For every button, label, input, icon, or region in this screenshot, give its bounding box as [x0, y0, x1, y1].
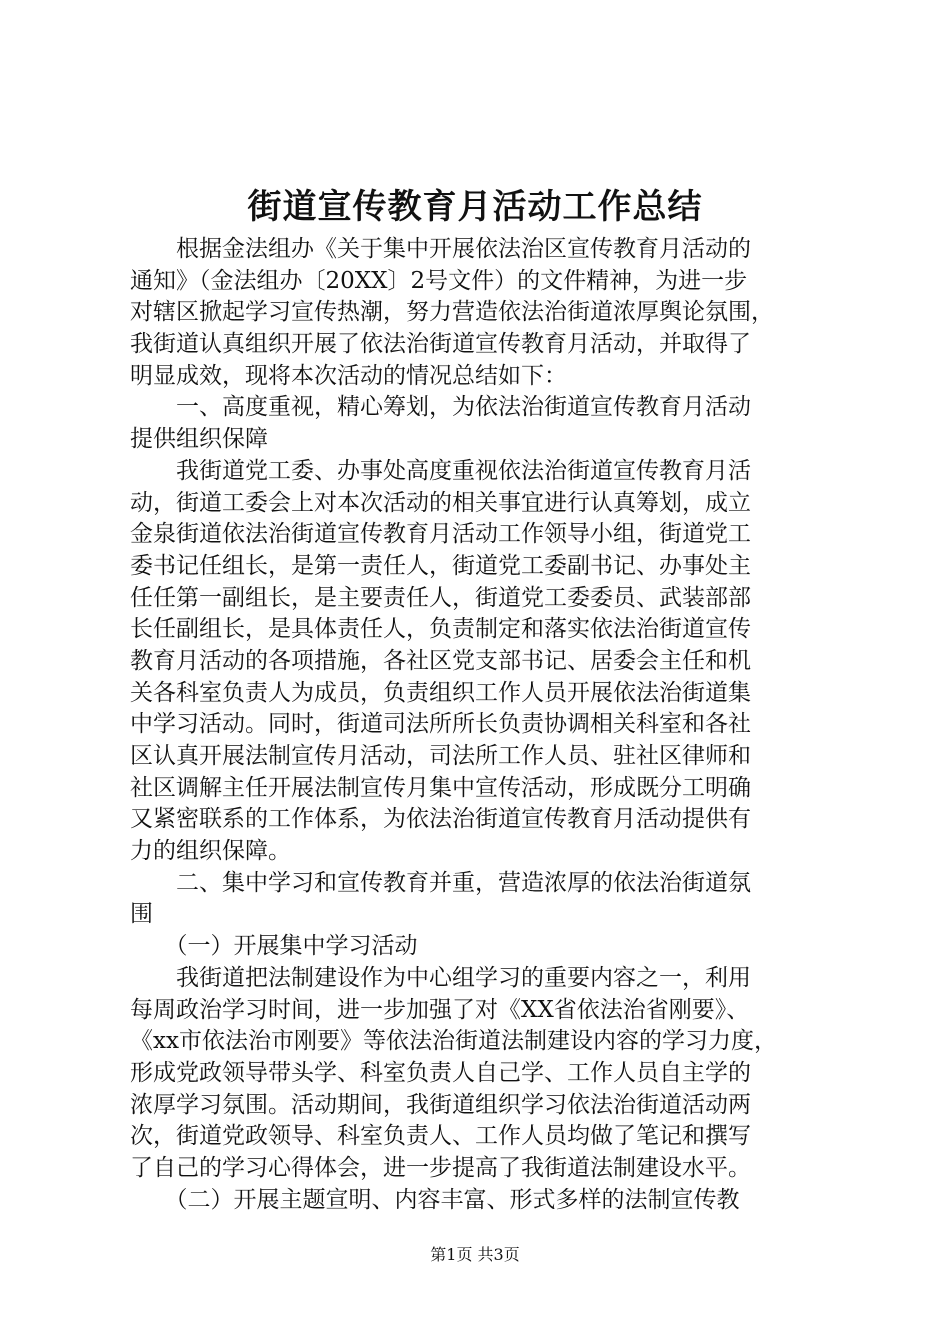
- body-line: 教育月活动的各项措施，各社区党支部书记、居委会主任和机: [130, 647, 751, 674]
- body-line: 我街道党工委、办事处高度重视依法治街道宣传教育月活: [130, 457, 751, 484]
- section-heading-2-cont: 围: [130, 901, 153, 928]
- body-line: 关各科室负责人为成员，负责组织工作人员开展依法治街道集: [130, 679, 751, 706]
- body-line: 通知》（金法组办〔20XX〕2号文件）的文件精神，为进一步: [130, 267, 748, 294]
- body-line: 中学习活动。同时，街道司法所所长负责协调相关科室和各社: [130, 711, 751, 738]
- subsection-heading-1: （一）开展集中学习活动: [130, 933, 418, 960]
- section-heading-2: 二、集中学习和宣传教育并重，营造浓厚的依法治街道氛: [130, 869, 751, 896]
- body-line: 了自己的学习心得体会，进一步提高了我街道法制建设水平。: [130, 1154, 751, 1181]
- body-line: 我街道认真组织开展了依法治街道宣传教育月活动，并取得了: [130, 331, 751, 358]
- body-line: 次，街道党政领导、科室负责人、工作人员均做了笔记和撰写: [130, 1123, 751, 1150]
- section-heading-1: 一、高度重视，精心筹划，为依法治街道宣传教育月活动: [130, 394, 751, 421]
- body-line: 每周政治学习时间，进一步加强了对《XX省依法治省刚要》、: [130, 996, 750, 1023]
- body-line: 金泉街道依法治街道宣传教育月活动工作领导小组，街道党工: [130, 521, 751, 548]
- subsection-heading-2: （二）开展主题宣明、内容丰富、形式多样的法制宣传教: [130, 1186, 740, 1213]
- body-line: 我街道把法制建设作为中心组学习的重要内容之一，利用: [130, 964, 751, 991]
- body-line: 动，街道工委会上对本次活动的相关事宜进行认真筹划，成立: [130, 489, 751, 516]
- body-line: 又紧密联系的工作体系，为依法治街道宣传教育月活动提供有: [130, 806, 751, 833]
- body-line: 社区调解主任开展法制宣传月集中宣传活动，形成既分工明确: [130, 774, 751, 801]
- body-line: 力的组织保障。: [130, 838, 291, 865]
- body-line: 形成党政领导带头学、科室负责人自己学、工作人员自主学的: [130, 1059, 751, 1086]
- body-line: 对辖区掀起学习宣传热潮，努力营造依法治街道浓厚舆论氛围，: [130, 299, 774, 326]
- document-body: [130, 234, 835, 1216]
- body-line: 任任第一副组长，是主要责任人，街道党工委委员、武装部部: [130, 584, 751, 611]
- body-line: 委书记任组长，是第一责任人，街道党工委副书记、办事处主: [130, 552, 751, 579]
- document-title: 街道宣传教育月活动工作总结: [247, 187, 703, 227]
- section-heading-1-cont: 提供组织保障: [130, 426, 268, 453]
- body-line: 区认真开展法制宣传月活动，司法所工作人员、驻社区律师和: [130, 743, 751, 769]
- body-line: 长任副组长，是具体责任人，负责制定和落实依法治街道宣传: [130, 616, 751, 643]
- page-number-footer: 第1页 共3页: [430, 1245, 520, 1264]
- body-line: 浓厚学习氛围。活动期间，我街道组织学习依法治街道活动两: [130, 1091, 751, 1118]
- body-line: 根据金法组办《关于集中开展依法治区宣传教育月活动的: [130, 236, 751, 262]
- body-line: 《xx市依法治市刚要》等依法治街道法制建设内容的学习力度，: [130, 1028, 777, 1055]
- body-line: 明显成效，现将本次活动的情况总结如下：: [130, 362, 567, 389]
